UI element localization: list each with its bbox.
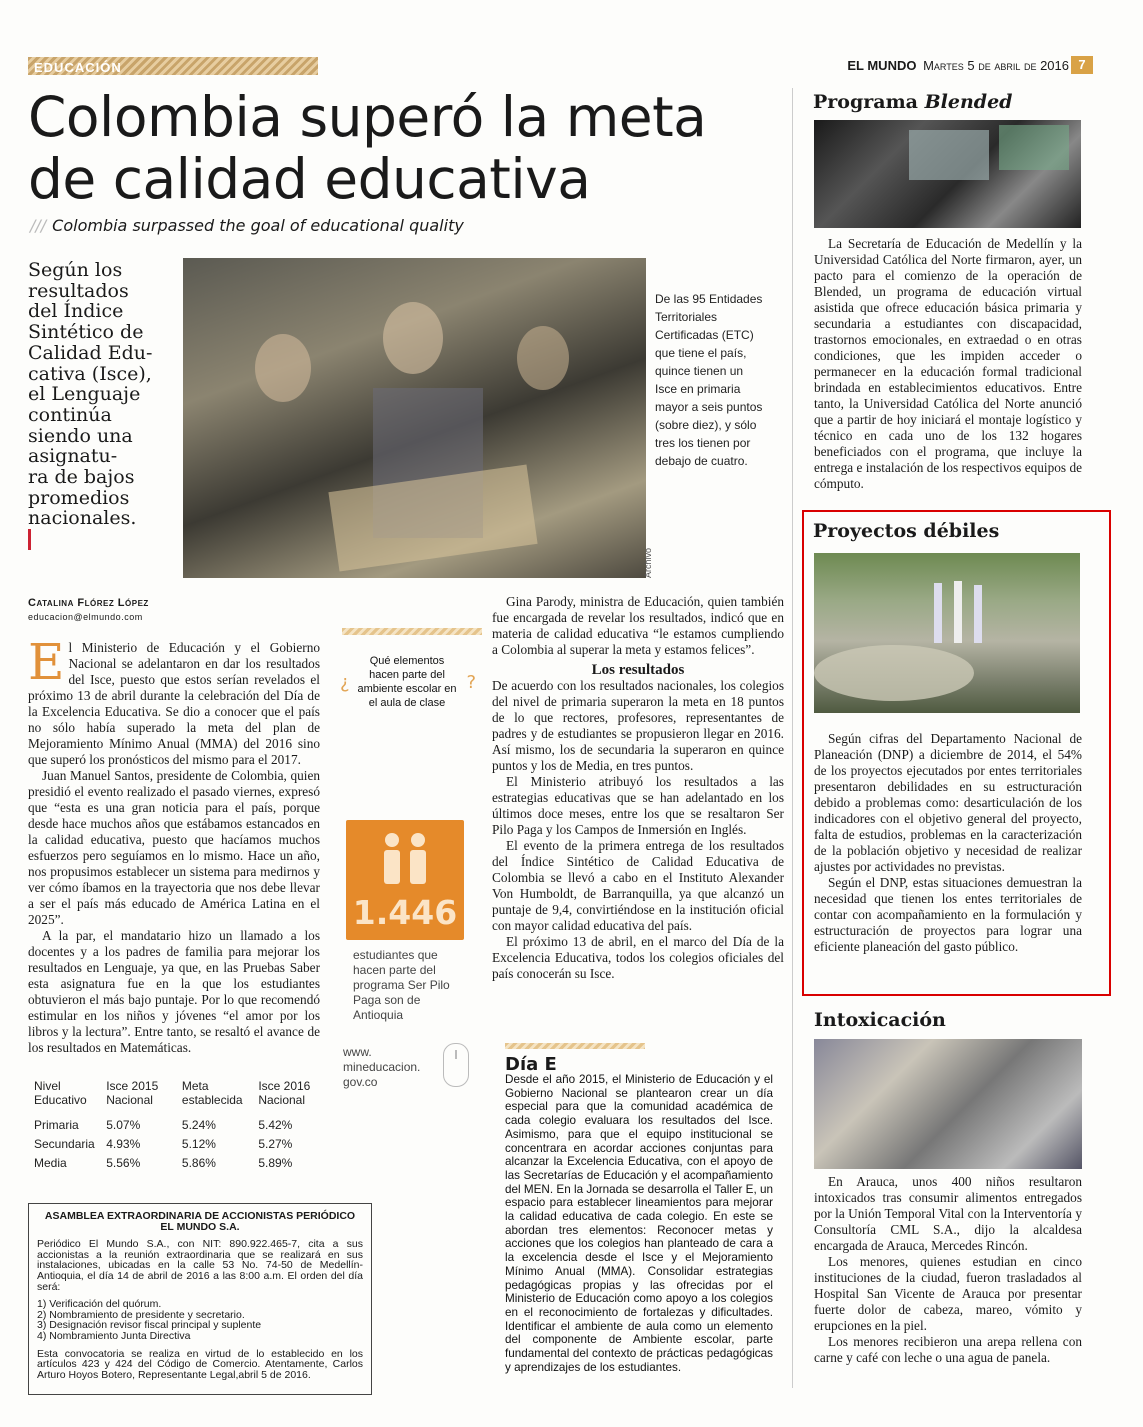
agenda-item: 2) Nombramiento de presidente y secretario. (37, 1308, 245, 1321)
blended-title: Programa Blended (813, 91, 1013, 113)
lead-line: Sintético de (28, 321, 144, 344)
intox-photo (814, 1039, 1082, 1169)
lead-line: Calidad Edu- (28, 341, 153, 364)
table-cell: 5.24% (181, 1118, 216, 1132)
agenda-item: 4) Nombramiento Junta Directiva (37, 1329, 191, 1342)
table-cell: 5.07% (106, 1118, 141, 1132)
lead-paragraph (28, 260, 183, 550)
lead-line: cativa (Isce), (28, 362, 152, 385)
mouse-icon (443, 1043, 469, 1087)
issue-date: Martes 5 de abril de 2016 (923, 58, 1069, 73)
dia-e-body: Desde el año 2015, el Ministerio de Educación y el Gobierno Nacional se plantearon crear un día especial para que la comunidad académica de cada colegio evaluara los resultados del Isce. Asimismo, para que el equipo institucional se concentrara en acordar acciones conjuntas para alcanzar la Excelencia Educativa, con el apoyo de las Secretarías de Educación y el acompañamiento del MEN. En la Jornada se desarrolla el Taller E, un espacio para establecer lineamientos para mejorar la calidad educativa de cada colegio. En este se abordan tres elementos: Reconocer metas y acciones que los colegios han planteado de cara a la excelencia desde el Isce y el Mejoramiento Mínimo Anual (MMA). Consolidar estrategias pedagógicas propias y las ofrecidas por el Ministerio de Educación como apoyo a los colegios en el reconocimiento de fortalezas y dificultades. Identificar el ambiente de aula como un elemento del componente de Ambiente escolar, parte fundamental del contexto de prácticas pedagógicas y aprendizajes de los estudiantes. (505, 1073, 773, 1374)
infographic-number: 1.446 (352, 893, 458, 932)
table-cell: Secundaria (34, 1137, 95, 1151)
blended-photo (814, 120, 1081, 228)
table-cell: 5.86% (181, 1156, 216, 1170)
lead-line: asignatu- (28, 445, 118, 468)
byline-name: Catalina Flórez López (28, 597, 149, 609)
blended-body: La Secretaría de Educación de Medellín y la Universidad Católica del Norte firmaron, ayer, un pacto para el comienzo de la operación de Blended, un programa de educación virtual asistida que ofrece educación básica primaria y secundaria a estudiantes con discapacidad, trastornos emocionales, en extraedad o en otras condiciones, que les impiden acceder o permanecer en la educación formal tradicional brindada en establecimientos educativos. Entre tanto, la Universidad Católica del Norte anunció que a partir de hoy iniciará el montaje logístico y técnico en cada uno de los 132 hogares beneficiados con el programa, que incluye la entrega e instalación de los respectivos equipos de cómputo. (814, 236, 1082, 491)
photo-credit: Archivo (643, 547, 653, 578)
paragraph: El Ministerio de Educación y el Gobierno Nacional se adelantaron en dar los resultados del Isce, puesto que estos serían revelados el próximo 13 de abril durante la celebración del Día de la Excelencia Educativa. Se dio a conocer que el país no sólo había superado la meta del plan de Mejoramiento Mínimo Anual (MMA) del 2016 sino que superó los pronósticos del mismo para el 2017. (28, 633, 320, 767)
masthead (847, 58, 1069, 73)
article-column-2 (492, 594, 784, 982)
isce-table (34, 1079, 334, 1172)
lead-line: promedios (28, 486, 130, 509)
table-cell: 5.27% (258, 1137, 293, 1151)
quote-box: ¿ ? Qué elementos hacen parte del ambiente escolar en el aula de clase (340, 655, 476, 709)
table-cell: 5.89% (258, 1156, 293, 1170)
page-number: 7 (1071, 56, 1093, 74)
infographic-text: estudiantes que hacen parte del programa Ser Pilo Paga son de Antioquia (353, 948, 450, 1022)
assembly-body: Periódico El Mundo S.A., con NIT: 890.922.465-7, cita a sus accionistas a la reunión extraordinaria que se realizará en sus instalaciones, ubicadas en la calle 53 No. 74-50 de Medellín-Antioquia, el día 14 de abril de 2016 a las 8:00 a.m. El orden del día será: (37, 1238, 363, 1293)
paragraph: De acuerdo con los resultados nacionales, los colegios del nivel de primaria superaron la meta en 18 puntos de lo que rectores, profesores, representantes de padres y de estudiantes se propusieron llegar en 2016. Así mismo, los de secundaria la superaron en quince puntos y los de Media, en tres puntos. (492, 678, 784, 773)
paragraph: El próximo 13 de abril, en el marco del Día de la Excelencia Educativa, todos los colegios oficiales del país conocerán su Isce. (492, 934, 784, 981)
byline-email: educacion@elmundo.com (28, 612, 143, 622)
table-header: Isce 2016 Nacional (258, 1079, 311, 1107)
lead-line: continúa (28, 403, 112, 426)
ministry-link[interactable]: www. mineducacion. gov.co (343, 1045, 421, 1089)
table-cell: Primaria (34, 1118, 79, 1132)
assembly-title: ASAMBLEA EXTRAORDINARIA DE ACCIONISTAS PERIÓDICO EL MUNDO S.A. (44, 1210, 356, 1233)
table-cell: Media (34, 1156, 67, 1170)
lead-line: nacionales. (28, 507, 137, 530)
sidebar-rule (342, 628, 482, 635)
projects-photo (814, 553, 1080, 713)
paragraph: El evento de la primera entrega de los resultados del Índice Sintético de Calidad Educativa de Colombia se llevó a cabo en el Instituto Alexander Von Humboldt, de Barranquilla, ya que alcanzó un puntaje de 9,4, convirtiéndose en la institución oficial con mayor calidad educativa del país. (492, 838, 784, 933)
table-row (34, 1153, 334, 1172)
assembly-notice (28, 1203, 372, 1395)
lead-line: ra de bajos (28, 466, 135, 489)
table-cell: 5.56% (106, 1156, 141, 1170)
agenda-item: 3) Designación revisor fiscal principal y suplente (37, 1319, 262, 1332)
dia-e-rule (505, 1043, 645, 1049)
table-row (34, 1115, 334, 1134)
question-mark-icon: ? (466, 672, 476, 693)
lead-line: del Índice (28, 300, 124, 323)
newspaper-name: EL MUNDO (847, 58, 917, 73)
subhead: /// Colombia surpassed the goal of educational quality (30, 216, 464, 235)
table-row (34, 1134, 334, 1153)
assembly-agenda (37, 1299, 363, 1341)
projects-body: Según cifras del Departamento Nacional de Planeación (DNP) a diciembre de 2014, el 54% de los proyectos ejecutados por entes territoriales presentaron debilidades en su estructuración debido a problemas como: desarticulación de los indicadores con el objetivo general del proyecto, falta de estudios, problemas en la caracterización de la población objetivo y necesidad de realizar ajustes por actividades no previstas. Según el DNP, estas situaciones demuestran la necesidad que tienen los entes territoriales de contar con acompañamiento en la formulación y estructuración de proyectos para lograr una eficiente planeación del gasto público. (814, 731, 1082, 954)
paragraph: Gina Parody, ministra de Educación, quien también fue encargada de revelar los resultados, indicó que en materia de calidad educativa “le estamos cumpliendo a Colombia al superar la meta y estamos felices”. (492, 594, 784, 657)
table-header: Isce 2015 Nacional (106, 1079, 159, 1107)
paragraph: Juan Manuel Santos, presidente de Colombia, quien presidió el evento realizado el pasado viernes, expresó que “esta es una gran noticia para el país, porque desde hace muchos años que estábamos estancados en la calidad educativa, puesto que hacíamos muchos esfuerzos pero seguíamos en lo mismo. Hace un año, nos propusimos establecer un sistema para medirnos y ver cómo íbamos en la trayectoria que nos debe llevar a ser el país más educado de América Latina en el 2025”. (28, 768, 320, 927)
students-icon (346, 820, 464, 890)
lead-line: el Lenguaje (28, 383, 141, 406)
agenda-item: 1) Verificación del quórum. (37, 1298, 162, 1311)
assembly-footer: Esta convocatoria se realiza en virtud de lo establecido en los artículos 423 y 424 del Código de Comercio. Atentamente, Carlos Arturo Hoyos Botero, Representante Legal,abril 5 de 2016. (37, 1347, 363, 1381)
paragraph: A la par, el mandatario hizo un llamado a los docentes y a los padres de familia para mejorar los resultados en Lenguaje, ya que, en las Pruebas Saber esta asignatura fue en la que los estudiantes obtuvieron el más bajo puntaje. Por lo que recomendó estimular en los niños y jóvenes “el amor por los libros y la lectura”. Entre tanto, se resaltó el avance de los resultados en Matemáticas. (28, 928, 320, 1055)
photo-caption: De las 95 Entidades Territoriales Certificadas (ETC) que tiene el país, quince tienen un Isce en primaria mayor a seis puntos (sobre diez), y sólo tres los tienen por debajo de cuatro. (655, 292, 763, 468)
column-divider (792, 88, 793, 1388)
article-column-1 (28, 633, 320, 1056)
lead-line: Según los (28, 259, 123, 281)
question-mark-icon: ¿ (340, 672, 350, 693)
projects-title: Proyectos débiles (813, 520, 1000, 542)
section-tag: EDUCACIÓN (28, 57, 318, 75)
headline: Colombia superó la meta de calidad educativa (28, 85, 707, 211)
drop-cap: E (28, 633, 65, 691)
lead-line: resultados (28, 279, 129, 302)
section-subtitle: Los resultados (591, 662, 685, 678)
table-header: Meta establecida (181, 1079, 243, 1107)
paragraph: El Ministerio atribuyó los resultados a las estrategias educativas que se han adelantado en los últimos doce meses, entre los que se resaltaron Ser Pilo Paga y los Campos de Inmersión en Inglés. (492, 774, 784, 837)
intox-title: Intoxicación (814, 1009, 946, 1031)
intox-body: En Arauca, unos 400 niños resultaron intoxicados tras consumir alimentos entregados por la Unión Temporal Vital con la Interventoría y Consultoría CML S.A., dijo la alcaldesa encargada de Arauca, Mercedes Rincón. Los menores, quienes estudian en cinco instituciones de la ciudad, fueron trasladados al Hospital San Vicente de Arauca por presentar fuerte dolor de cabeza, mareo, vómito y erupciones en la piel. Los menores recibieron una arepa rellena con carne y café con leche o una agua de panela. (814, 1174, 1082, 1365)
table-cell: 5.42% (258, 1118, 293, 1132)
main-photo (183, 258, 646, 578)
dia-e-title: Día E (505, 1054, 557, 1075)
lead-line: siendo una (28, 424, 133, 447)
table-cell: 4.93% (106, 1137, 141, 1151)
table-cell: 5.12% (181, 1137, 216, 1151)
table-header: Nivel Educativo (34, 1079, 87, 1107)
